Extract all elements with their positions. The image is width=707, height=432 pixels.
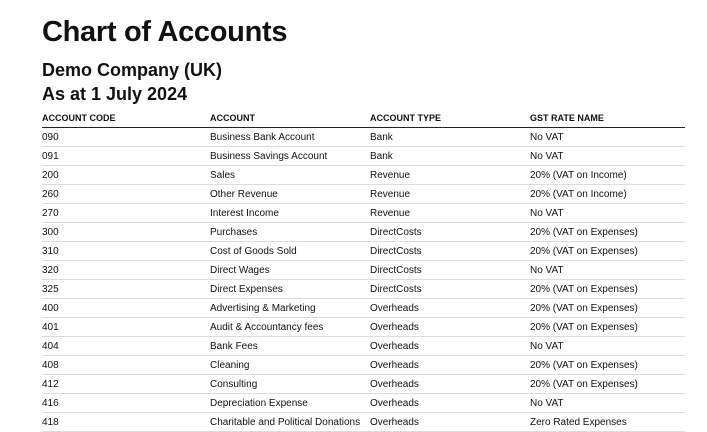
account-code-cell: 090 [42, 128, 210, 147]
account-code-cell: 310 [42, 242, 210, 261]
gst-rate-cell: 20% (VAT on Expenses) [530, 299, 685, 318]
account-code-cell: 401 [42, 318, 210, 337]
account-name-cell: Charitable and Political Donations [210, 413, 370, 432]
account-code-cell: 412 [42, 375, 210, 394]
account-code-cell: 320 [42, 261, 210, 280]
table-row [42, 242, 685, 261]
table-row [42, 280, 685, 299]
organisation-name: Demo Company (UK) [42, 60, 223, 80]
report-title: Chart of Accounts [42, 16, 288, 48]
account-code-cell: 091 [42, 147, 210, 166]
gst-rate-cell: No VAT [530, 337, 685, 356]
account-code-cell: 200 [42, 166, 210, 185]
account-name-cell: Purchases [210, 223, 370, 242]
accounts-table [42, 108, 685, 432]
gst-rate-cell: No VAT [530, 147, 685, 166]
column-header-account-code: ACCOUNT CODE [42, 108, 210, 128]
gst-rate-cell: 20% (VAT on Income) [530, 166, 685, 185]
table-row [42, 185, 685, 204]
account-name-cell: Business Savings Account [210, 147, 370, 166]
account-code-cell: 325 [42, 280, 210, 299]
account-name-cell: Cost of Goods Sold [210, 242, 370, 261]
gst-rate-cell: No VAT [530, 204, 685, 223]
gst-rate-cell: 20% (VAT on Expenses) [530, 280, 685, 299]
account-type-cell: Overheads [370, 299, 530, 318]
account-type-cell: Bank [370, 128, 530, 147]
account-type-cell: Overheads [370, 375, 530, 394]
account-code-cell: 260 [42, 185, 210, 204]
table-row [42, 356, 685, 375]
table-row [42, 318, 685, 337]
gst-rate-cell: 20% (VAT on Income) [530, 185, 685, 204]
account-type-cell: Revenue [370, 185, 530, 204]
table-row [42, 413, 685, 432]
account-code-cell: 416 [42, 394, 210, 413]
table-row [42, 204, 685, 223]
table-row [42, 128, 685, 147]
table-row [42, 147, 685, 166]
account-name-cell: Sales [210, 166, 370, 185]
gst-rate-cell: 20% (VAT on Expenses) [530, 356, 685, 375]
account-code-cell: 404 [42, 337, 210, 356]
account-code-cell: 270 [42, 204, 210, 223]
account-name-cell: Cleaning [210, 356, 370, 375]
gst-rate-cell: 20% (VAT on Expenses) [530, 318, 685, 337]
gst-rate-cell: 20% (VAT on Expenses) [530, 242, 685, 261]
account-name-cell: Bank Fees [210, 337, 370, 356]
account-type-cell: DirectCosts [370, 242, 530, 261]
account-code-cell: 408 [42, 356, 210, 375]
account-type-cell: Overheads [370, 318, 530, 337]
table-row [42, 337, 685, 356]
column-header-account-type: ACCOUNT TYPE [370, 108, 530, 128]
account-type-cell: Revenue [370, 204, 530, 223]
table-row [42, 394, 685, 413]
account-name-cell: Interest Income [210, 204, 370, 223]
account-type-cell: DirectCosts [370, 223, 530, 242]
account-type-cell: DirectCosts [370, 261, 530, 280]
account-name-cell: Business Bank Account [210, 128, 370, 147]
column-header-account: ACCOUNT [210, 108, 370, 128]
account-type-cell: Bank [370, 147, 530, 166]
gst-rate-cell: 20% (VAT on Expenses) [530, 223, 685, 242]
account-type-cell: Overheads [370, 413, 530, 432]
account-name-cell: Advertising & Marketing [210, 299, 370, 318]
account-name-cell: Audit & Accountancy fees [210, 318, 370, 337]
report [42, 14, 685, 432]
table-row [42, 166, 685, 185]
table-row [42, 375, 685, 394]
account-name-cell: Consulting [210, 375, 370, 394]
account-type-cell: DirectCosts [370, 280, 530, 299]
table-header-row [42, 108, 685, 128]
gst-rate-cell: 20% (VAT on Expenses) [530, 375, 685, 394]
account-name-cell: Other Revenue [210, 185, 370, 204]
gst-rate-cell: No VAT [530, 128, 685, 147]
report-date: As at 1 July 2024 [42, 84, 188, 104]
table-row [42, 261, 685, 280]
account-name-cell: Direct Expenses [210, 280, 370, 299]
account-type-cell: Revenue [370, 166, 530, 185]
gst-rate-cell: No VAT [530, 261, 685, 280]
account-code-cell: 400 [42, 299, 210, 318]
account-type-cell: Overheads [370, 356, 530, 375]
gst-rate-cell: Zero Rated Expenses [530, 413, 685, 432]
account-code-cell: 418 [42, 413, 210, 432]
gst-rate-cell: No VAT [530, 394, 685, 413]
table-row [42, 223, 685, 242]
column-header-gst-rate-name: GST RATE NAME [530, 108, 685, 128]
account-code-cell: 300 [42, 223, 210, 242]
table-row [42, 299, 685, 318]
account-name-cell: Depreciation Expense [210, 394, 370, 413]
account-type-cell: Overheads [370, 394, 530, 413]
account-type-cell: Overheads [370, 337, 530, 356]
account-name-cell: Direct Wages [210, 261, 370, 280]
